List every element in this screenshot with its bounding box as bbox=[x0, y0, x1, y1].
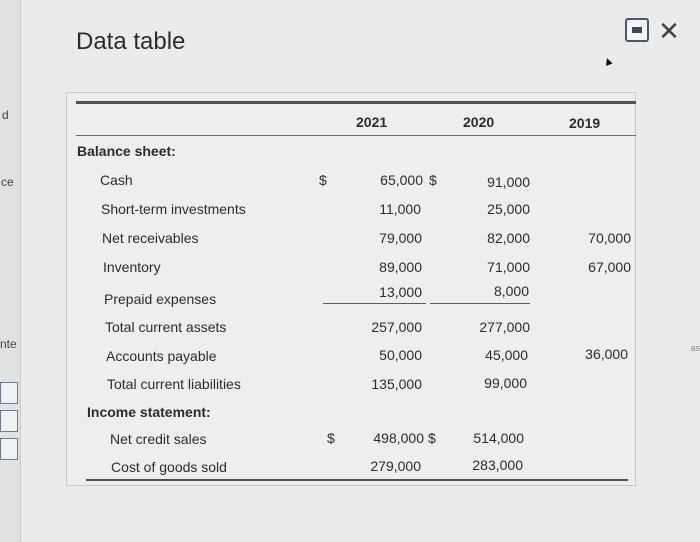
cell-2020: 283,000 bbox=[472, 457, 523, 473]
row-label: Total current liabilities bbox=[107, 376, 241, 392]
cell-2021: 11,000 bbox=[379, 201, 421, 217]
row-label: Short-term investments bbox=[101, 201, 246, 217]
cell-2020: 99,000 bbox=[484, 375, 527, 391]
background-text: nte bbox=[0, 337, 17, 351]
dialog-title: Data table bbox=[76, 28, 186, 55]
table-top-rule bbox=[76, 101, 636, 104]
balance-sheet-heading: Balance sheet: bbox=[77, 143, 176, 159]
table-bottom-rule bbox=[86, 479, 628, 481]
cell-2020: 71,000 bbox=[487, 259, 530, 275]
cell-2019: 36,000 bbox=[585, 346, 628, 362]
cell-2020: 514,000 bbox=[473, 430, 524, 446]
background-window-strip bbox=[0, 0, 21, 542]
row-label: Inventory bbox=[103, 259, 161, 275]
background-input-box bbox=[0, 410, 18, 432]
subtotal-rule bbox=[430, 303, 530, 304]
cell-2021: 498,000 bbox=[373, 430, 424, 446]
cell-2021: 50,000 bbox=[379, 347, 422, 363]
cell-2020: 91,000 bbox=[487, 174, 530, 190]
background-input-box bbox=[0, 382, 18, 404]
row-label: Total current assets bbox=[105, 319, 227, 335]
background-text: d bbox=[2, 108, 9, 122]
cell-2021: 257,000 bbox=[371, 319, 422, 335]
currency-symbol: $ bbox=[428, 430, 436, 446]
column-header-2019: 2019 bbox=[569, 115, 601, 131]
cell-2021: 89,000 bbox=[379, 259, 422, 275]
cell-2020: 8,000 bbox=[493, 283, 529, 299]
cell-2021: 13,000 bbox=[379, 284, 422, 300]
background-text: ce bbox=[1, 175, 14, 189]
currency-symbol: $ bbox=[429, 172, 437, 188]
cell-2020: 45,000 bbox=[485, 347, 528, 363]
cell-2019: 67,000 bbox=[588, 259, 631, 275]
minimize-icon bbox=[632, 27, 642, 33]
cell-2020: 25,000 bbox=[487, 201, 530, 217]
income-statement-heading: Income statement: bbox=[87, 404, 211, 420]
row-label: Cash bbox=[100, 172, 133, 188]
row-label: Prepaid expenses bbox=[104, 291, 217, 307]
table-header-rule bbox=[76, 135, 636, 136]
row-label: Accounts payable bbox=[106, 348, 217, 364]
cell-2021: 79,000 bbox=[379, 230, 422, 246]
row-label: Cost of goods sold bbox=[111, 459, 227, 475]
currency-symbol: $ bbox=[327, 430, 335, 446]
close-button[interactable] bbox=[656, 18, 682, 44]
background-input-box bbox=[0, 438, 18, 460]
mouse-cursor-icon: ▲ bbox=[599, 52, 616, 70]
row-label: Net receivables bbox=[102, 230, 199, 246]
cell-2021: 135,000 bbox=[371, 376, 422, 392]
cell-2021: 279,000 bbox=[370, 458, 421, 474]
cell-2020: 82,000 bbox=[487, 230, 530, 246]
minimize-button[interactable] bbox=[625, 18, 649, 42]
subtotal-rule bbox=[323, 303, 426, 304]
currency-symbol: $ bbox=[319, 172, 327, 188]
column-header-2021: 2021 bbox=[356, 114, 388, 130]
background-text: as bbox=[690, 343, 700, 353]
cell-2019: 70,000 bbox=[588, 230, 631, 246]
column-header-2020: 2020 bbox=[463, 114, 495, 130]
close-icon: ✕ bbox=[658, 16, 680, 46]
row-label: Net credit sales bbox=[110, 431, 207, 447]
cell-2021: 65,000 bbox=[380, 172, 423, 188]
cell-2020: 277,000 bbox=[479, 319, 530, 335]
